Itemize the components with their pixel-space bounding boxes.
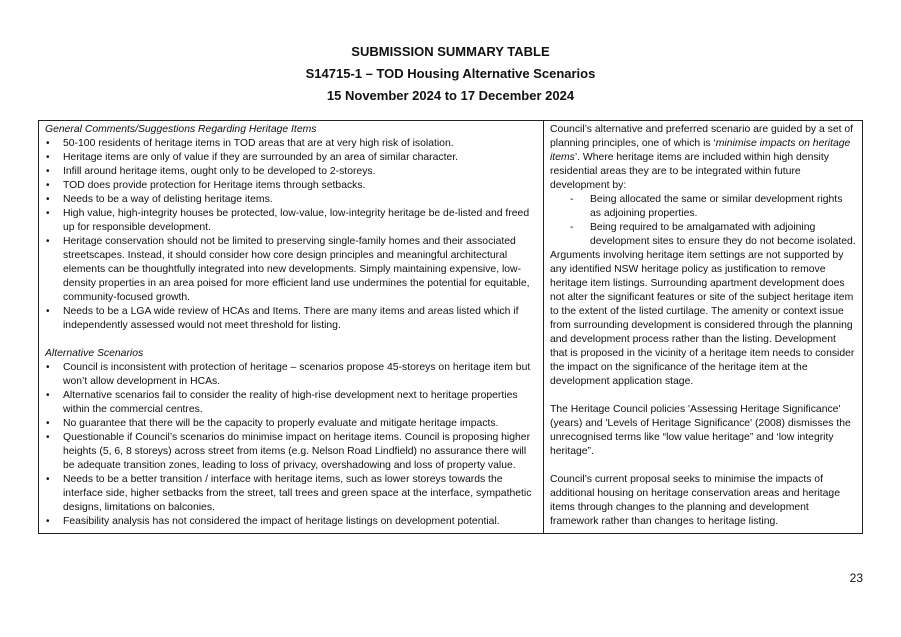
heritage-section-title: General Comments/Suggestions Regarding Heritage Items bbox=[45, 124, 317, 135]
list-item: • Needs to be a better transition / interface with heritage items, such as lower storeys towards the interface side, higher setbacks from the street, tall trees and green space at the interface, sympathetic designs, limitations on balconies. bbox=[45, 473, 537, 515]
list-item: • TOD does provide protection for Heritage items through setbacks. bbox=[45, 179, 537, 193]
list-item: • Heritage items are only of value if they are surrounded by an area of similar character. bbox=[45, 151, 537, 165]
list-item: • No guarantee that there will be the capacity to properly evaluate and mitigate heritage impacts. bbox=[45, 417, 537, 431]
list-item: • Heritage conservation should not be limited to preserving single-family homes and their associated streetscapes. Instead, it should consider how core design principles and meaningful architectural elements can be thoughtfully integrated into new developments. Simply maintaining expensive, low-density properties in an area poised for more efficient land use undermines the potential for equitable, community-focused growth. bbox=[45, 235, 537, 305]
response-paragraph-heritage-council: The Heritage Council policies 'Assessing Heritage Significance' (years) and 'Levels of Heritage Significance' (2008) dismisses the unrecognised terms like “low value heritage” and ‘low integrity heritage”. bbox=[550, 404, 851, 457]
scenarios-comments-list bbox=[45, 361, 537, 529]
submission-summary-table bbox=[38, 120, 863, 534]
quoted-principle: minimise impacts on heritage items bbox=[550, 138, 851, 163]
council-response-column bbox=[544, 121, 863, 534]
scenarios-section-title: Alternative Scenarios bbox=[45, 348, 144, 359]
response-paragraph-current-proposal: Council’s current proposal seeks to minimise the impacts of additional housing on heritage conservation areas and heritage items through changes to the planning and development framework rather than changes to heritage listing. bbox=[550, 474, 840, 527]
submissions-column bbox=[39, 121, 544, 534]
list-item: • Questionable if Council’s scenarios do minimise impact on heritage items. Council is proposing higher heights (5, 6, 8 storeys) across street from items (e.g. Nelson Road Lindfield) no assurance there will be adequate transition zones, leading to loss of privacy, overshadowing and loss of property value. bbox=[45, 431, 537, 473]
document-title: SUBMISSION SUMMARY TABLE bbox=[351, 44, 550, 59]
document-date-range: 15 November 2024 to 17 December 2024 bbox=[326, 88, 575, 103]
list-item: • Feasibility analysis has not considered the impact of heritage listings on development potential. bbox=[45, 515, 537, 529]
list-item: • Council is inconsistent with protection of heritage – scenarios propose 45-storeys on heritage item but won’t allow development in HCAs. bbox=[45, 361, 537, 389]
document-subtitle: S14715-1 – TOD Housing Alternative Scenarios bbox=[305, 66, 596, 81]
list-item: • High value, high-integrity houses be protected, low-value, low-integrity heritage be de-listed and freed up for responsible development. bbox=[45, 207, 537, 235]
list-item: • Alternative scenarios fail to consider the reality of high-rise development next to heritage properties within the commercial centres. bbox=[45, 389, 537, 417]
list-item: • 50-100 residents of heritage items in TOD areas that are at very high risk of isolation. bbox=[45, 137, 537, 151]
list-item: - Being allocated the same or similar development rights as adjoining properties. bbox=[550, 193, 856, 221]
response-paragraph-principles: Council’s alternative and preferred scenario are guided by a set of planning principles, one of which is ‘minimise impacts on heritage items’. Where heritage items are included within high density residential areas they are to be integrated within future development by: bbox=[550, 124, 854, 191]
list-item: • Infill around heritage items, ought only to be developed to 2-storeys. bbox=[45, 165, 537, 179]
list-item: • Needs to be a way of delisting heritage items. bbox=[45, 193, 537, 207]
list-item: - Being required to be amalgamated with adjoining development sites to ensure they do not become isolated. bbox=[550, 221, 856, 249]
table-row bbox=[39, 121, 863, 534]
heritage-comments-list bbox=[45, 137, 537, 333]
page-number: 23 bbox=[849, 571, 863, 585]
list-item: • Needs to be a LGA wide review of HCAs and Items. There are many items and areas listed which if independently assessed would not meet threshold for listing. bbox=[45, 305, 537, 333]
integration-measures-list bbox=[550, 193, 856, 249]
response-paragraph-settings: Arguments involving heritage item settings are not supported by any identified NSW heritage policy as justification to remove heritage item listings. Surrounding apartment development does not alter the significant features or site of the subject heritage item to the extent of the listed curtilage. The amenity or context issue from surrounding development is considered through the planning and development process rather than the listing. Development that is proposed in the vicinity of a heritage item needs to consider the impact on the significance of the heritage item at the development application stage. bbox=[550, 250, 855, 387]
